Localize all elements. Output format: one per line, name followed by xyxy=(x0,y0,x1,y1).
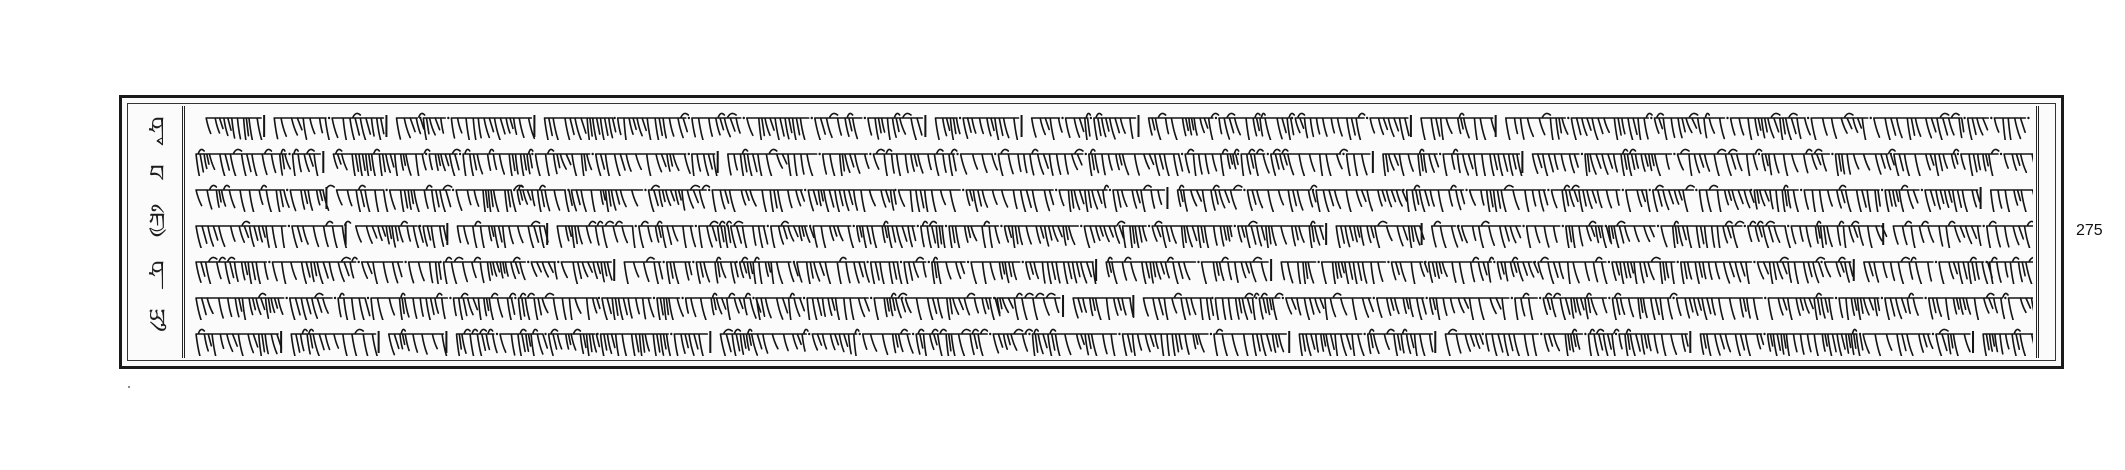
handwriting-line-4 xyxy=(192,218,2033,248)
left-margin-panel xyxy=(130,106,185,358)
manuscript-text-block xyxy=(192,110,2033,356)
handwriting-line-2 xyxy=(192,146,2033,176)
manuscript-line xyxy=(192,326,2033,356)
manuscript-line xyxy=(192,146,2033,176)
page-number: 275 xyxy=(2076,222,2103,239)
handwriting-line-3 xyxy=(192,182,2033,212)
margin-mark: ཤྭ xyxy=(149,112,165,140)
manuscript-line xyxy=(192,290,2033,320)
manuscript-line xyxy=(192,182,2033,212)
handwriting-line-6 xyxy=(192,290,2033,320)
handwriting-line-7 xyxy=(192,326,2033,356)
manuscript-line xyxy=(192,218,2033,248)
margin-mark: བ xyxy=(149,160,165,188)
margin-mark: ཀྱི xyxy=(148,208,166,236)
handwriting-line-1 xyxy=(192,110,2033,140)
margin-mark: ཡུ xyxy=(148,304,166,332)
handwriting-line-5 xyxy=(192,254,2033,284)
manuscript-line xyxy=(192,110,2033,140)
manuscript-folio xyxy=(119,95,2064,369)
right-margin-panel xyxy=(2036,106,2053,358)
margin-mark: ཤ xyxy=(149,256,165,284)
paper-speck xyxy=(128,386,130,388)
manuscript-line xyxy=(192,254,2033,284)
